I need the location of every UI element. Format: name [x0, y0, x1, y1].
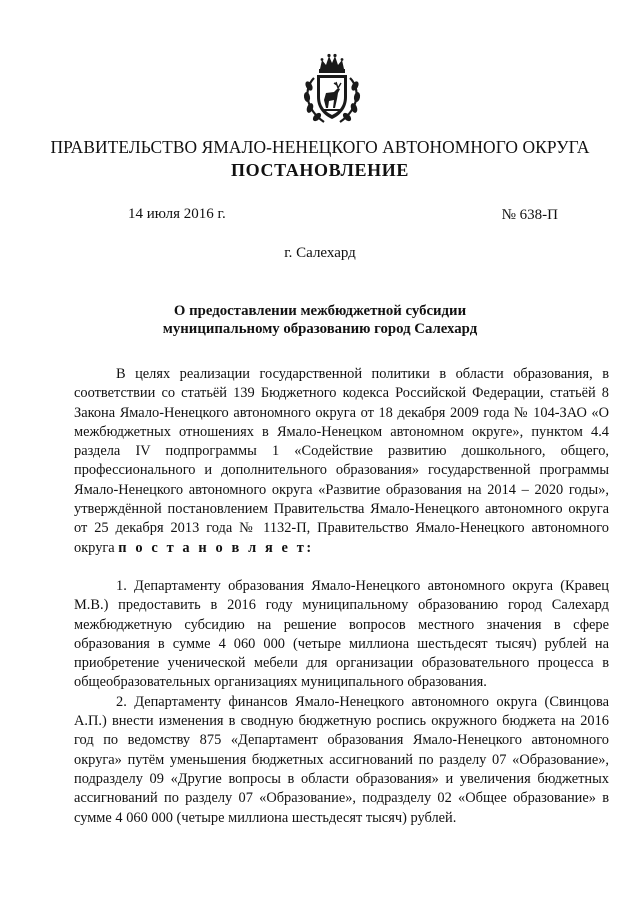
- decree-item-1: 1. Департаменту образования Ямало-Ненецкого автономного округа (Кравец М.В.) предоставить в 2016 году муниципальному образованию город Салехард межбюджетную субсидию на решение вопросов местного значения в сфере образования в сумме 4 060 000 (четыре миллиона шестьдесят тысяч) рублей на приобретение ученической мебели для организации образовательного процесса в общеобразовательных организациях муниципального образования.: [74, 577, 609, 691]
- doc-title-line-2: муниципальному образованию город Салехард: [162, 321, 478, 337]
- decree-word: п о с т а н о в л я е т:: [118, 539, 314, 556]
- doc-date: 14 июля 2016 г.: [128, 206, 226, 222]
- doc-title: [0, 302, 640, 338]
- doc-number: № 638-П: [501, 207, 558, 223]
- org-name: ПРАВИТЕЛЬСТВО ЯМАЛО-НЕНЕЦКОГО АВТОНОМНОГО ОКРУГА: [50, 137, 590, 157]
- doc-type-heading: ПОСТАНОВЛЕНИЕ: [231, 160, 409, 180]
- preamble-text: В целях реализации государственной политики в области образования, в соответствии со статьёй 139 Бюджетного кодекса Российской Федерации, статьёй 8 Закона Ямало-Ненецкого автономного округа от 18 декабря 2009 года № 104-ЗАО «О межбюджетных отношениях в Ямало-Ненецком автономном округе», пунктом 4.4 раздела IV подпрограммы 1 «Содействие развитию дошкольного, общего, профессионального и дополнительного образования» государственной программы Ямало-Ненецкого автономного округа «Развитие образования на 2014 – 2020 годы», утверждённой постановлением Правительства Ямало-Ненецкого автономного округа от 25 декабря 2013 года № 1132-П, Правительство Ямало-Ненецкого автономного округа: [74, 366, 609, 556]
- preamble-paragraph: [74, 365, 609, 558]
- doc-title-line-1: О предоставлении межбюджетной субсидии: [173, 303, 467, 319]
- decree-item-2: 2. Департаменту финансов Ямало-Ненецкого автономного округа (Свинцова А.П.) внести изменения в сводную бюджетную роспись окружного бюджета на 2016 год по ведомству 875 «Департамент образования Ямало-Ненецкого автономного округа» путём уменьшения бюджетных ассигнований по разделу 07 «Образование», подразделу 09 «Другие вопросы в области образования» и увеличения бюджетных ассигнований по разделу 07 «Образование», подразделу 02 «Общее образование» в сумме 4 060 000 (четыре миллиона шестьдесят тысяч) рублей.: [74, 693, 609, 826]
- doc-city: г. Салехард: [284, 245, 356, 261]
- doc-body: [74, 365, 609, 828]
- coat-of-arms-emblem: [300, 52, 364, 126]
